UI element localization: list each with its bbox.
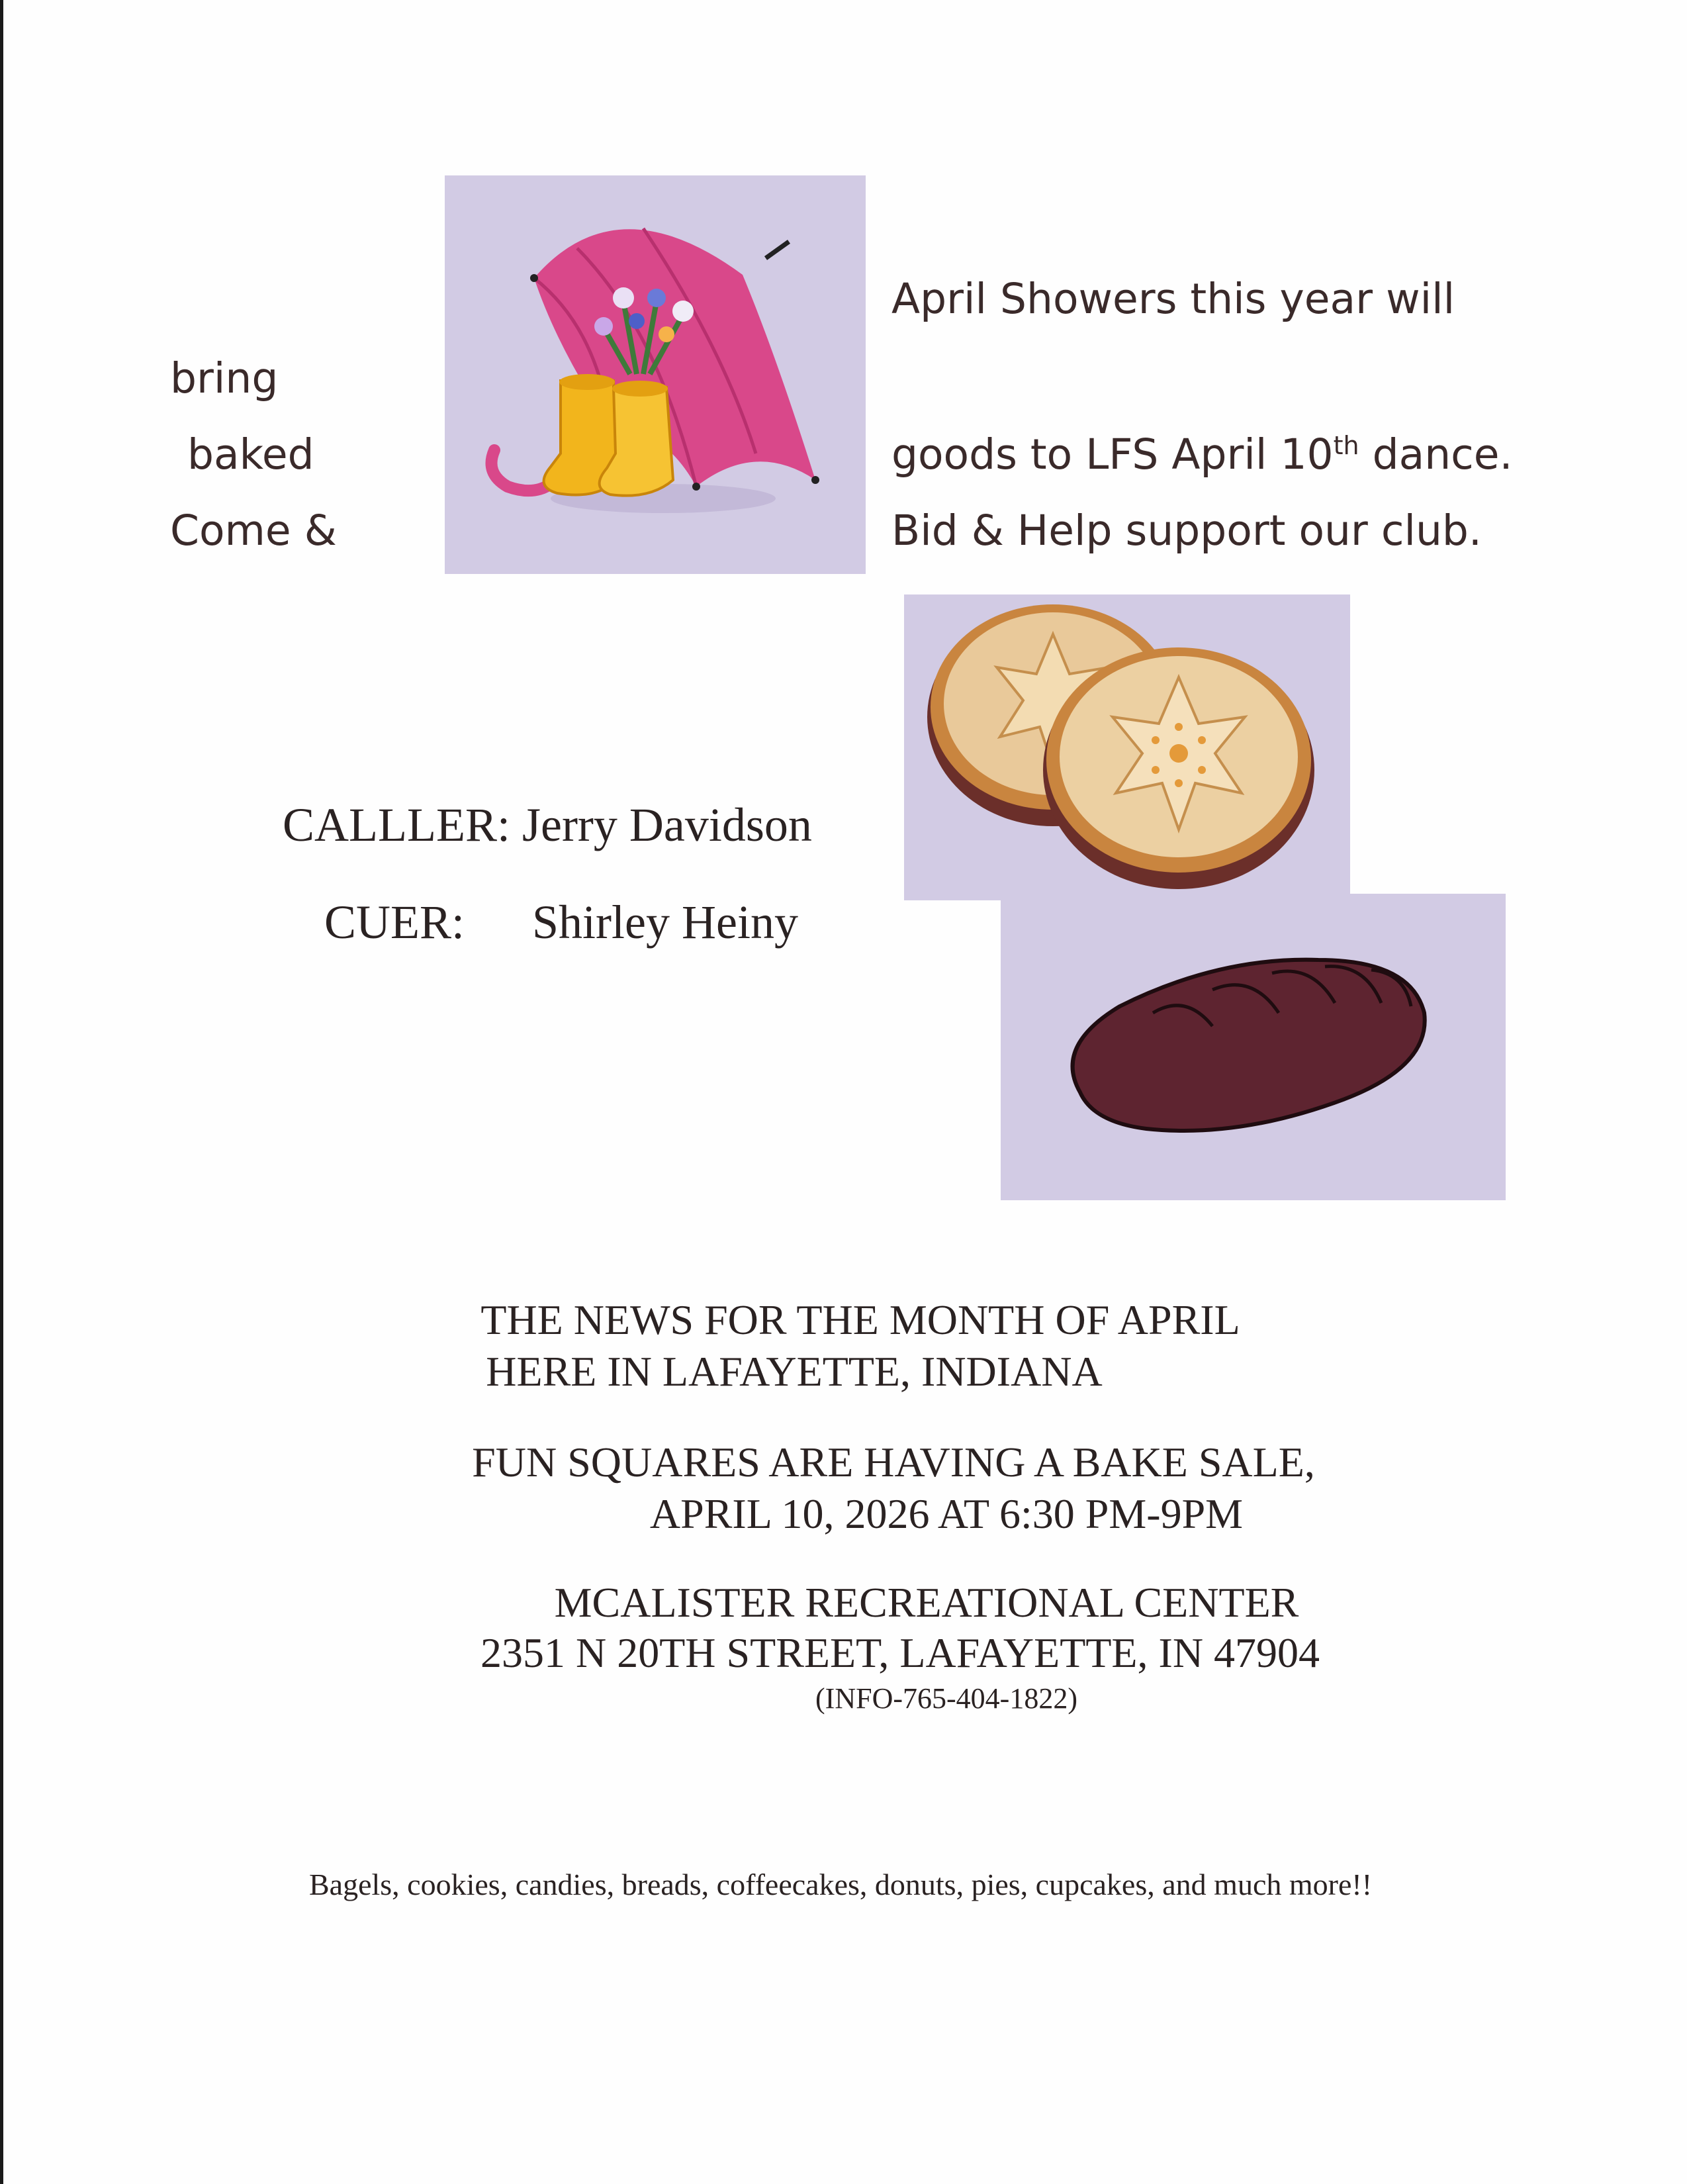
umbrella-icon <box>445 175 866 574</box>
cookies-image <box>904 594 1350 900</box>
intro-baked: baked <box>187 430 314 479</box>
venue-info: (INFO-765-404-1822) <box>815 1682 1077 1715</box>
cookies-icon <box>904 594 1350 900</box>
intro-goods-prefix: goods to LFS April 10 <box>891 430 1334 479</box>
venue-name: MCALISTER RECREATIONAL CENTER <box>554 1579 1299 1626</box>
news-line-2: HERE IN LAFAYETTE, INDIANA <box>486 1348 1103 1395</box>
intro-goods <box>891 430 1513 479</box>
news-line-1: THE NEWS FOR THE MONTH OF APRIL <box>480 1296 1240 1343</box>
intro-come: Come & <box>170 506 337 555</box>
cuer-name: Shirley Heiny <box>532 896 798 949</box>
scan-edge <box>0 0 3 2184</box>
cuer-label: CUER: <box>324 896 465 949</box>
umbrella-boots-image <box>445 175 866 574</box>
bread-icon <box>1001 894 1506 1200</box>
intro-bring: bring <box>170 354 279 403</box>
intro-goods-sup: th <box>1333 431 1359 460</box>
caller-line: CALLLER: Jerry Davidson <box>283 798 812 851</box>
intro-bid: Bid & Help support our club. <box>891 506 1482 555</box>
venue-address: 2351 N 20TH STREET, LAFAYETTE, IN 47904 <box>480 1629 1320 1676</box>
event-line-2: APRIL 10, 2026 AT 6:30 PM-9PM <box>649 1490 1244 1537</box>
bread-image <box>1001 894 1506 1200</box>
intro-line-1: April Showers this year will <box>891 275 1455 323</box>
intro-goods-suffix: dance. <box>1359 430 1513 479</box>
footer-items: Bagels, cookies, candies, breads, coffeecakes, donuts, pies, cupcakes, and much more!! <box>308 1868 1373 1901</box>
event-line-1: FUN SQUARES ARE HAVING A BAKE SALE, <box>472 1439 1315 1486</box>
